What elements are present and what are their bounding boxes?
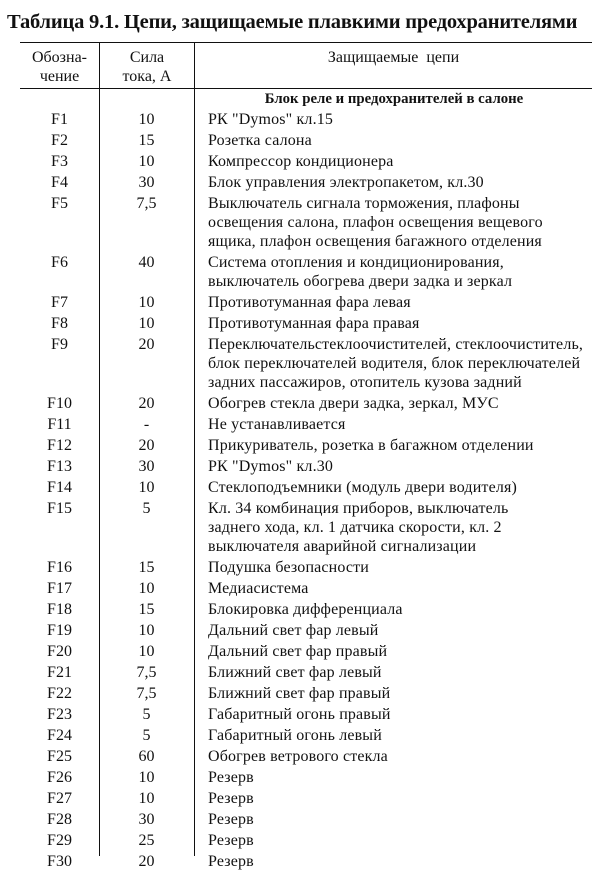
fuse-code: F26 [47, 769, 72, 786]
fuse-amperage: 15 [138, 601, 155, 618]
fuse-code: F3 [51, 153, 68, 170]
fuse-amperage: 60 [138, 748, 155, 765]
table-row [20, 767, 592, 788]
table-row [20, 292, 592, 313]
fuse-code: F11 [47, 416, 72, 433]
fuse-amperage: 20 [138, 437, 155, 454]
fuse-code: F18 [47, 601, 72, 618]
table-row [20, 109, 592, 130]
fuse-code: F1 [51, 111, 68, 128]
fuse-code: F9 [51, 336, 68, 353]
fuse-amperage: 10 [138, 769, 155, 786]
fuse-amperage: 30 [138, 174, 155, 191]
protected-circuit: Резерв [208, 769, 254, 786]
protected-circuit: Медиасистема [208, 580, 309, 597]
fuse-amperage: 40 [138, 254, 155, 271]
fuse-code: F8 [51, 315, 68, 332]
fuse-amperage: 5 [142, 706, 151, 723]
fuse-amperage: 5 [142, 500, 151, 517]
table-title: Таблица 9.1. Цепи, защищаемые плавкими предохранителями [7, 11, 578, 33]
fuse-amperage: 30 [138, 458, 155, 475]
fuse-amperage: 20 [138, 336, 155, 353]
protected-circuit: Не устанавливается [208, 416, 346, 433]
table-row [20, 830, 592, 851]
fuse-code: F23 [47, 706, 72, 723]
protected-circuit: Стеклоподъемники (модуль двери водителя) [208, 479, 517, 496]
fuse-code: F30 [47, 853, 72, 870]
fuse-amperage: 10 [138, 294, 155, 311]
fuse-code: F14 [47, 479, 72, 496]
fuse-code: F4 [51, 174, 68, 191]
table-row [20, 662, 592, 683]
protected-circuit: Компрессор кондиционера [208, 153, 394, 170]
fuse-amperage: 10 [138, 315, 155, 332]
table-row [20, 599, 592, 620]
fuse-code: F28 [47, 811, 72, 828]
table-row [20, 704, 592, 725]
protected-circuit: Выключатель сигнала торможения, плафоны освещения салона, плафон освещения вещевого ящика, плафон освещения багажного отделения [208, 195, 543, 250]
table-row [20, 725, 592, 746]
protected-circuit: Габаритный огонь правый [208, 706, 391, 723]
table-row [20, 851, 592, 872]
fuse-code: F22 [47, 685, 72, 702]
fuse-code: F6 [51, 254, 68, 271]
fuse-amperage: 10 [138, 580, 155, 597]
fuse-amperage: 10 [138, 622, 155, 639]
protected-circuit: Дальний свет фар правый [208, 643, 388, 660]
fuse-amperage: 15 [138, 132, 155, 149]
fuse-amperage: 10 [138, 643, 155, 660]
table-row [20, 393, 592, 414]
fuse-code: F10 [47, 395, 72, 412]
protected-circuit: Блокировка дифференциала [208, 601, 403, 618]
fuse-code: F27 [47, 790, 72, 807]
table-row [20, 151, 592, 172]
protected-circuit: Резерв [208, 790, 254, 807]
protected-circuit: Резерв [208, 832, 254, 849]
fuse-amperage: 10 [138, 790, 155, 807]
fuse-code: F20 [47, 643, 72, 660]
fuse-amperage: 10 [138, 479, 155, 496]
fuse-code: F2 [51, 132, 68, 149]
fuse-table-body [20, 109, 592, 872]
table-row [20, 809, 592, 830]
fuse-code: F25 [47, 748, 72, 765]
protected-circuit: Обогрев ветрового стекла [208, 748, 388, 765]
fuse-code: F21 [47, 664, 72, 681]
table-row [20, 746, 592, 767]
protected-circuit: Блок управления электропакетом, кл.30 [208, 174, 484, 191]
fuse-amperage: 25 [138, 832, 155, 849]
fuse-code: F24 [47, 727, 72, 744]
table-row [20, 498, 592, 557]
fuse-amperage: 10 [138, 153, 155, 170]
fuse-code: F12 [47, 437, 72, 454]
table-row [20, 683, 592, 704]
table-row [20, 578, 592, 599]
fuse-code: F17 [47, 580, 72, 597]
protected-circuit: Обогрев стекла двери задка, зеркал, МУС [208, 395, 499, 412]
header-bottom-rule [20, 88, 592, 89]
table-row [20, 477, 592, 498]
protected-circuit: Система отопления и кондиционирования, выключатель обогрева двери задка и зеркал [208, 254, 513, 290]
fuse-code: F19 [47, 622, 72, 639]
header-designation: Обозна- чение [31, 49, 87, 85]
header-current: Сила тока, А [122, 49, 172, 85]
fuse-amperage: 7,5 [136, 685, 157, 702]
fuse-amperage: 7,5 [136, 664, 157, 681]
protected-circuit: Ближний свет фар левый [208, 664, 382, 681]
fuse-amperage: 5 [142, 727, 151, 744]
table-row [20, 252, 592, 292]
section-title: Блок реле и предохранителей в салоне [264, 91, 524, 107]
protected-circuit: РК "Dymos" кл.15 [208, 111, 334, 128]
protected-circuit: Резерв [208, 853, 254, 870]
table-row [20, 620, 592, 641]
protected-circuit: Прикуриватель, розетка в багажном отделении [208, 437, 534, 454]
table-row [20, 193, 592, 252]
protected-circuit: Розетка салона [208, 132, 312, 149]
table-row [20, 172, 592, 193]
header-top-rule [20, 42, 592, 43]
protected-circuit: Подушка безопасности [208, 559, 370, 576]
table-row [20, 435, 592, 456]
fuse-amperage: - [143, 416, 150, 433]
fuse-amperage: 7,5 [136, 195, 157, 212]
protected-circuit: Противотуманная фара левая [208, 294, 411, 311]
protected-circuit: Ближний свет фар правый [208, 685, 391, 702]
table-row [20, 414, 592, 435]
protected-circuit: Кл. 34 комбинация приборов, выключатель заднего хода, кл. 1 датчика скорости, кл. 2 выключателя аварийной сигнализации [208, 500, 509, 555]
table-row [20, 313, 592, 334]
table-row [20, 641, 592, 662]
fuse-code: F16 [47, 559, 72, 576]
fuse-code: F29 [47, 832, 72, 849]
protected-circuit: Габаритный огонь левый [208, 727, 382, 744]
fuse-code: F15 [47, 500, 72, 517]
fuse-code: F5 [51, 195, 68, 212]
protected-circuit: Дальний свет фар левый [208, 622, 379, 639]
table-row [20, 130, 592, 151]
fuse-amperage: 15 [138, 559, 155, 576]
fuse-amperage: 20 [138, 395, 155, 412]
fuse-amperage: 10 [138, 111, 155, 128]
protected-circuit: Противотуманная фара правая [208, 315, 420, 332]
fuse-amperage: 20 [138, 853, 155, 870]
fuse-code: F7 [51, 294, 68, 311]
protected-circuit: РК "Dymos" кл.30 [208, 458, 334, 475]
header-circuits: Защищаемые цепи [327, 49, 460, 66]
table-row [20, 334, 592, 393]
protected-circuit: Резерв [208, 811, 254, 828]
fuse-code: F13 [47, 458, 72, 475]
fuse-amperage: 30 [138, 811, 155, 828]
protected-circuit: Переключательстеклоочистителей, стеклоочиститель, блок переключателей водителя, блок переключателей задних пассажиров, отопитель кузова задний [208, 336, 584, 391]
table-row [20, 456, 592, 477]
table-row [20, 788, 592, 809]
table-row [20, 557, 592, 578]
